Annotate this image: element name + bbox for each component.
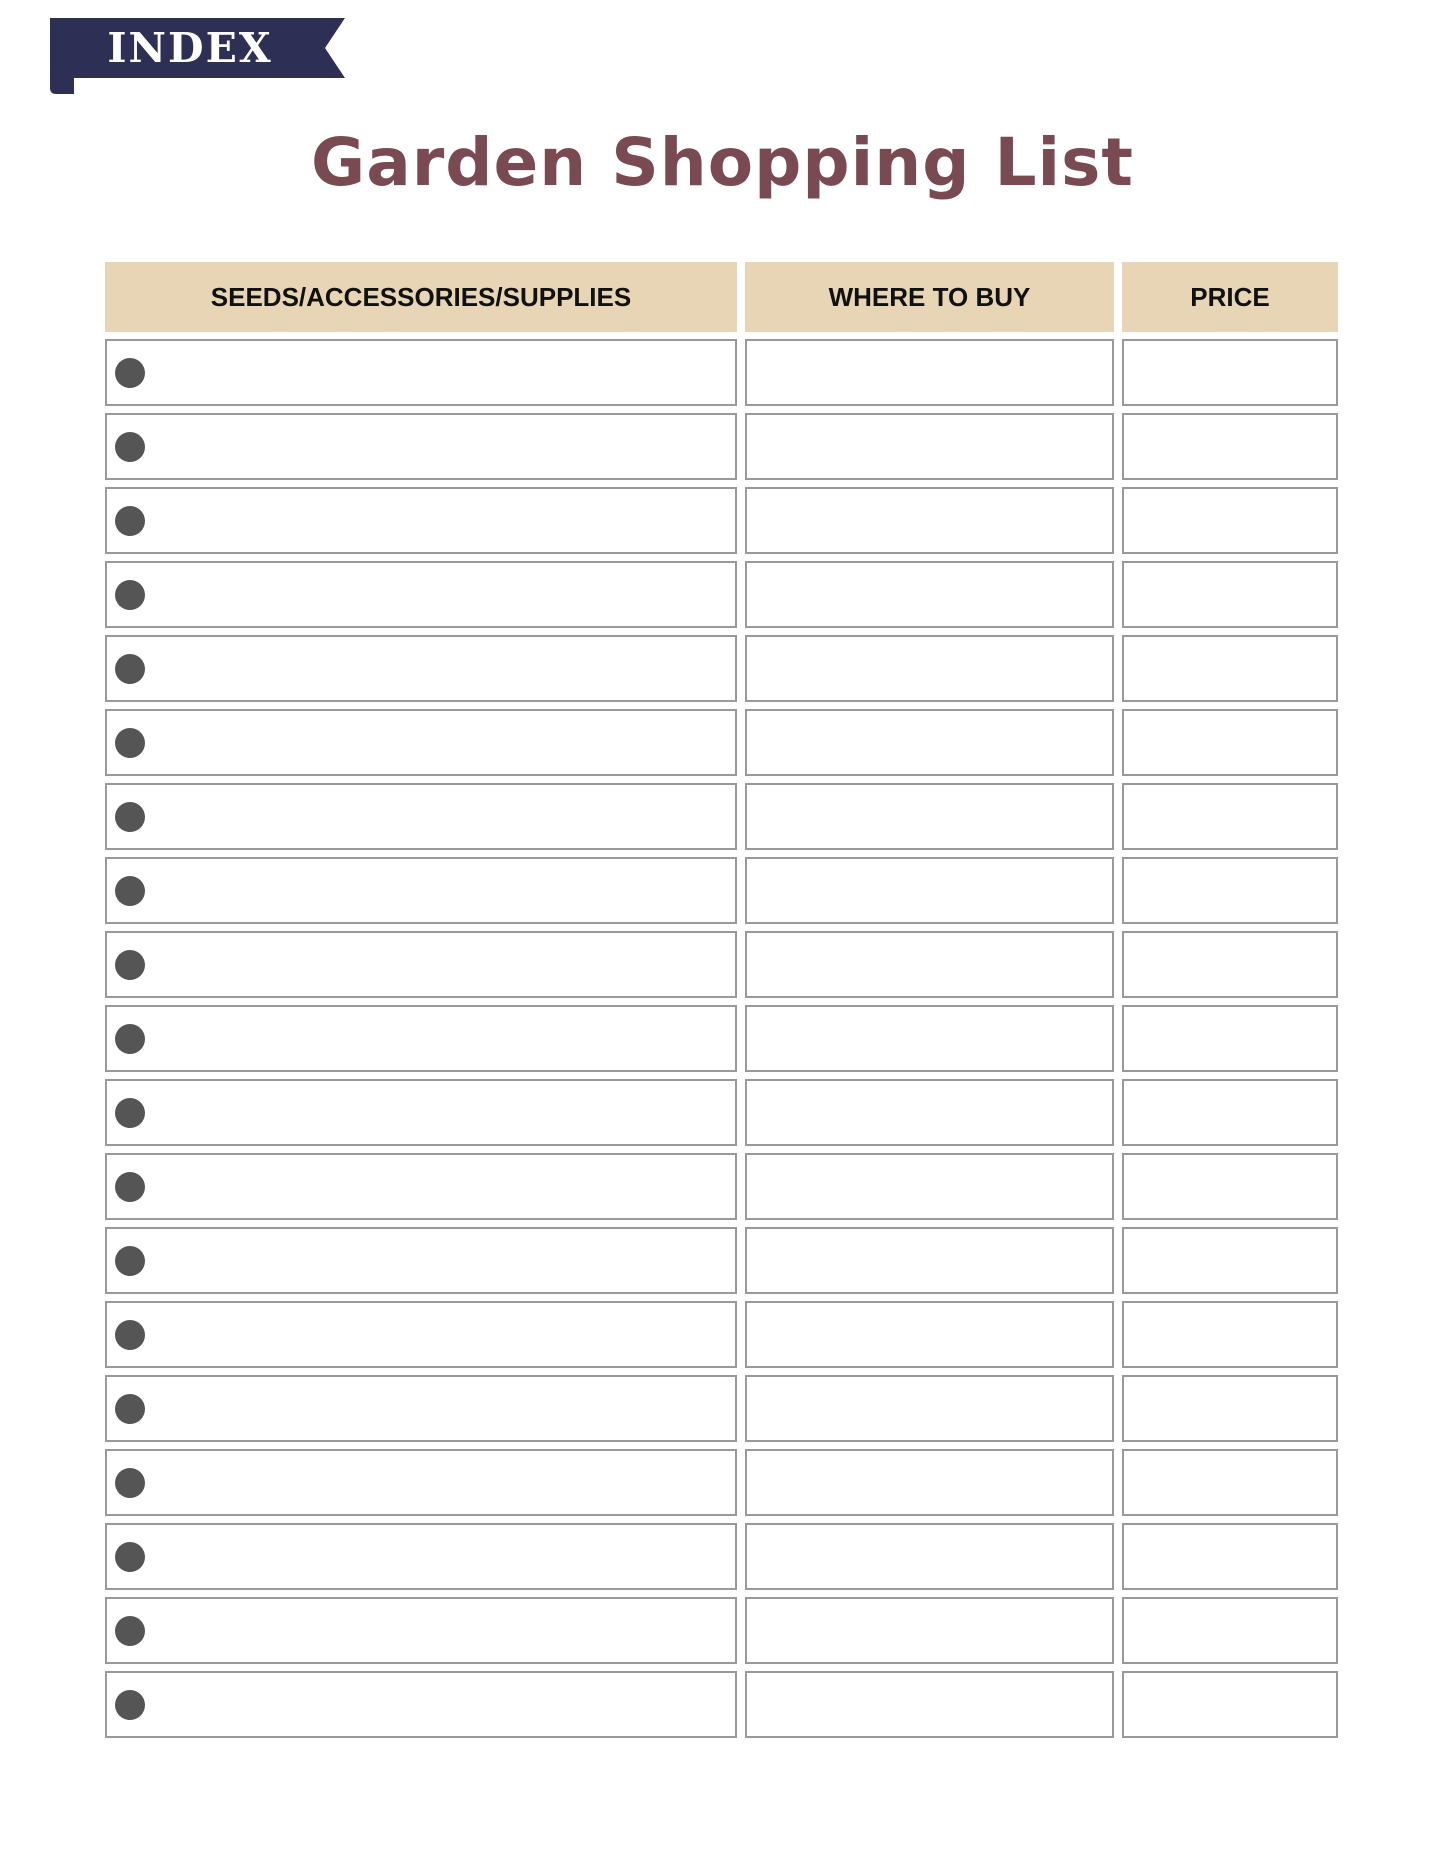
filled-circle-icon [115,950,145,980]
item-cell[interactable] [105,1375,737,1442]
price-cell[interactable] [1122,1301,1338,1368]
item-cell[interactable] [105,1153,737,1220]
where-to-buy-cell[interactable] [745,1153,1114,1220]
table-row [105,1005,1338,1072]
filled-circle-icon [115,1024,145,1054]
page-title: Garden Shopping List [311,124,1134,201]
table-row [105,1523,1338,1590]
item-cell[interactable] [105,709,737,776]
filled-circle-icon [115,1542,145,1572]
filled-circle-icon [115,1320,145,1350]
filled-circle-icon [115,876,145,906]
column-header-price: PRICE [1122,262,1338,332]
table-row [105,1153,1338,1220]
table-body [105,339,1338,1738]
item-cell[interactable] [105,1227,737,1294]
where-to-buy-cell[interactable] [745,413,1114,480]
table-row [105,1301,1338,1368]
price-cell[interactable] [1122,1227,1338,1294]
item-cell[interactable] [105,1671,737,1738]
where-to-buy-cell[interactable] [745,783,1114,850]
item-cell[interactable] [105,783,737,850]
where-to-buy-cell[interactable] [745,1079,1114,1146]
price-cell[interactable] [1122,561,1338,628]
column-header-items: SEEDS/ACCESSORIES/SUPPLIES [105,262,737,332]
filled-circle-icon [115,1172,145,1202]
filled-circle-icon [115,1246,145,1276]
table-row [105,1597,1338,1664]
item-cell[interactable] [105,1523,737,1590]
table-row [105,339,1338,406]
table-row [105,635,1338,702]
filled-circle-icon [115,1616,145,1646]
filled-circle-icon [115,802,145,832]
price-cell[interactable] [1122,1449,1338,1516]
price-cell[interactable] [1122,413,1338,480]
table-row [105,1227,1338,1294]
table-row [105,783,1338,850]
shopping-table [105,262,1338,1745]
index-tab[interactable] [50,18,345,96]
filled-circle-icon [115,1468,145,1498]
filled-circle-icon [115,432,145,462]
item-cell[interactable] [105,1301,737,1368]
table-row [105,1375,1338,1442]
where-to-buy-cell[interactable] [745,339,1114,406]
price-cell[interactable] [1122,1005,1338,1072]
price-cell[interactable] [1122,635,1338,702]
column-header-where-to-buy: WHERE TO BUY [745,262,1114,332]
item-cell[interactable] [105,635,737,702]
table-row [105,857,1338,924]
where-to-buy-cell[interactable] [745,1597,1114,1664]
table-row [105,931,1338,998]
filled-circle-icon [115,1394,145,1424]
where-to-buy-cell[interactable] [745,561,1114,628]
table-row [105,1671,1338,1738]
table-row [105,709,1338,776]
item-cell[interactable] [105,1449,737,1516]
where-to-buy-cell[interactable] [745,1301,1114,1368]
price-cell[interactable] [1122,1079,1338,1146]
where-to-buy-cell[interactable] [745,857,1114,924]
table-header [105,262,1338,332]
where-to-buy-cell[interactable] [745,1375,1114,1442]
item-cell[interactable] [105,857,737,924]
table-row [105,1449,1338,1516]
price-cell[interactable] [1122,1153,1338,1220]
price-cell[interactable] [1122,1523,1338,1590]
filled-circle-icon [115,1098,145,1128]
filled-circle-icon [115,358,145,388]
item-cell[interactable] [105,1005,737,1072]
where-to-buy-cell[interactable] [745,709,1114,776]
filled-circle-icon [115,506,145,536]
table-row [105,487,1338,554]
filled-circle-icon [115,580,145,610]
where-to-buy-cell[interactable] [745,1449,1114,1516]
where-to-buy-cell[interactable] [745,1523,1114,1590]
where-to-buy-cell[interactable] [745,1671,1114,1738]
where-to-buy-cell[interactable] [745,931,1114,998]
item-cell[interactable] [105,339,737,406]
price-cell[interactable] [1122,783,1338,850]
item-cell[interactable] [105,1597,737,1664]
table-row [105,1079,1338,1146]
item-cell[interactable] [105,1079,737,1146]
price-cell[interactable] [1122,857,1338,924]
price-cell[interactable] [1122,1671,1338,1738]
table-row [105,413,1338,480]
item-cell[interactable] [105,931,737,998]
price-cell[interactable] [1122,931,1338,998]
price-cell[interactable] [1122,487,1338,554]
where-to-buy-cell[interactable] [745,1005,1114,1072]
item-cell[interactable] [105,487,737,554]
price-cell[interactable] [1122,1375,1338,1442]
item-cell[interactable] [105,413,737,480]
where-to-buy-cell[interactable] [745,487,1114,554]
index-label: INDEX [107,24,273,72]
price-cell[interactable] [1122,1597,1338,1664]
where-to-buy-cell[interactable] [745,635,1114,702]
where-to-buy-cell[interactable] [745,1227,1114,1294]
filled-circle-icon [115,728,145,758]
filled-circle-icon [115,654,145,684]
price-cell[interactable] [1122,709,1338,776]
table-row [105,561,1338,628]
filled-circle-icon [115,1690,145,1720]
item-cell[interactable] [105,561,737,628]
price-cell[interactable] [1122,339,1338,406]
